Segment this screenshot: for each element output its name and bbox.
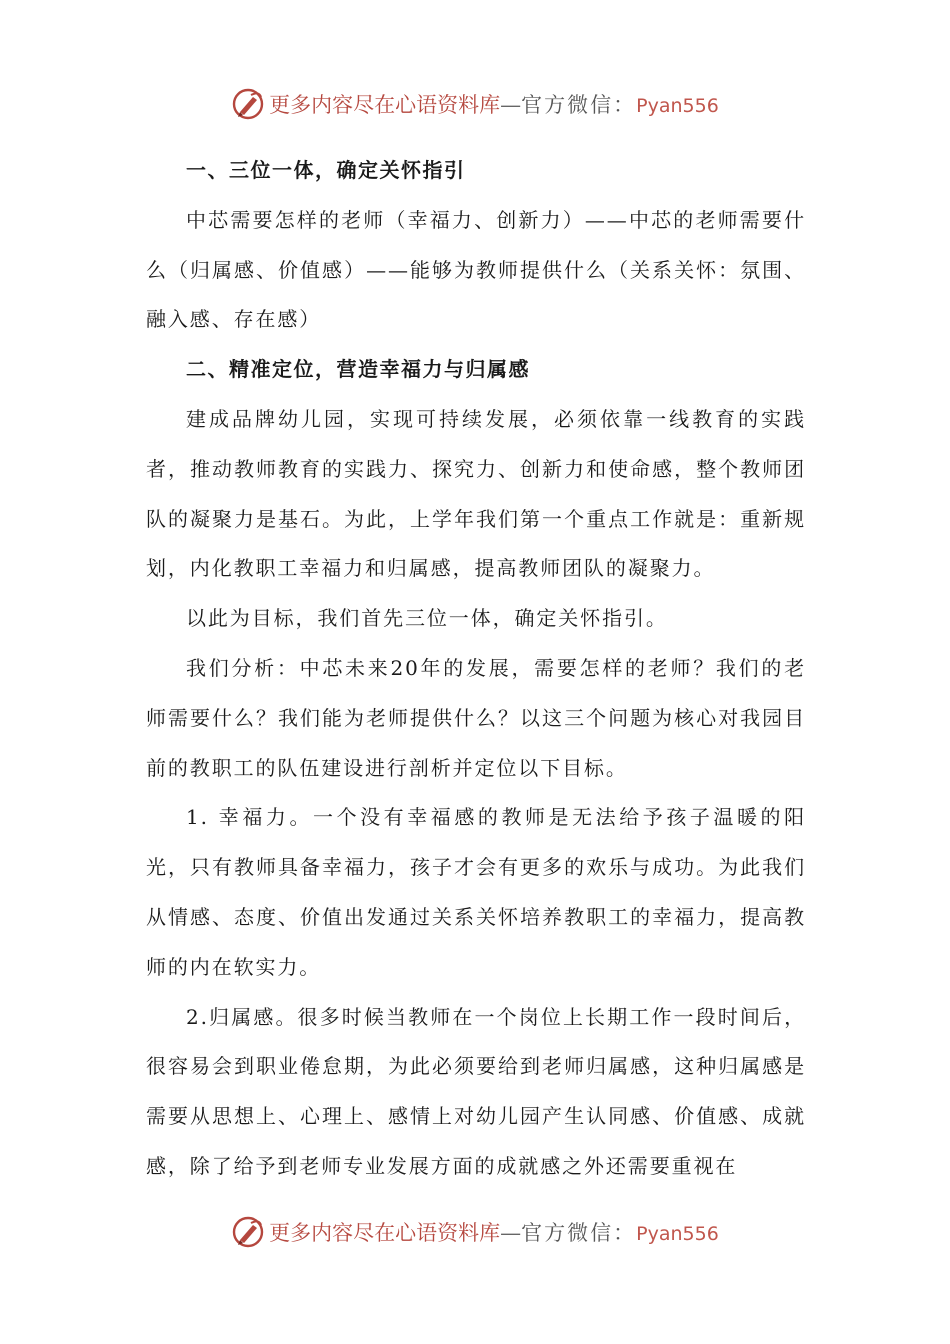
body-paragraph: 1. 幸福力。一个没有幸福感的教师是无法给予孩子温暖的阳光，只有教师具备幸福力，孩子才会有更多的欢乐与成功。为此我们从情感、态度、价值出发通过关系关怀培养教职工的幸福力，提高教师的内在软实力。: [146, 805, 806, 979]
header-banner: [0, 84, 950, 124]
pen-logo-icon: [231, 1215, 265, 1249]
section-heading: 一、三位一体，确定关怀指引: [186, 158, 466, 182]
banner-main-text: 更多内容尽在心语资料库: [269, 93, 501, 117]
banner-text: [269, 89, 719, 119]
banner-wechat-label: 官方微信：: [521, 93, 637, 117]
body-paragraph: 中芯需要怎样的老师（幸福力、创新力）——中芯的老师需要什么（归属感、价值感）——能够为教师提供什么（关系关怀：氛围、融入感、存在感）: [146, 207, 806, 332]
body-paragraph: 建成品牌幼儿园，实现可持续发展，必须依靠一线教育的实践者，推动教师教育的实践力、探究力、创新力和使命感，整个教师团队的凝聚力是基石。为此，上学年我们第一个重点工作就是：重新规划，内化教职工幸福力和归属感，提高教师团队的凝聚力。: [146, 406, 806, 581]
banner-wechat-id: Pyan556: [636, 95, 719, 117]
section-heading: 二、精准定位，营造幸福力与归属感: [186, 357, 530, 382]
body-paragraph: 我们分析：中芯未来20年的发展，需要怎样的老师？我们的老师需要什么？我们能为老师提供什么？以这三个问题为核心对我园目前的教职工的队伍建设进行剖析并定位以下目标。: [146, 655, 806, 780]
pen-logo-icon: [231, 87, 265, 121]
body-paragraph: 2.归属感。很多时候当教师在一个岗位上长期工作一段时间后，很容易会到职业倦怠期，为此必须要给到老师归属感，这种归属感是需要从思想上、心理上、感情上对幼儿园产生认同感、价值感、成就感，除了给予到老师专业发展方面的成就感之外还需要重视在: [146, 1004, 806, 1178]
document-body: [146, 146, 806, 1192]
banner-main-text: 更多内容尽在心语资料库: [269, 1221, 501, 1245]
banner-wechat-id: Pyan556: [636, 1223, 719, 1245]
banner-dash: —: [500, 93, 522, 117]
banner-dash: —: [500, 1221, 522, 1245]
footer-banner: [0, 1212, 950, 1252]
banner-wechat-label: 官方微信：: [521, 1221, 637, 1245]
banner-text: [269, 1217, 719, 1247]
body-paragraph: 以此为目标，我们首先三位一体，确定关怀指引。: [186, 606, 668, 631]
